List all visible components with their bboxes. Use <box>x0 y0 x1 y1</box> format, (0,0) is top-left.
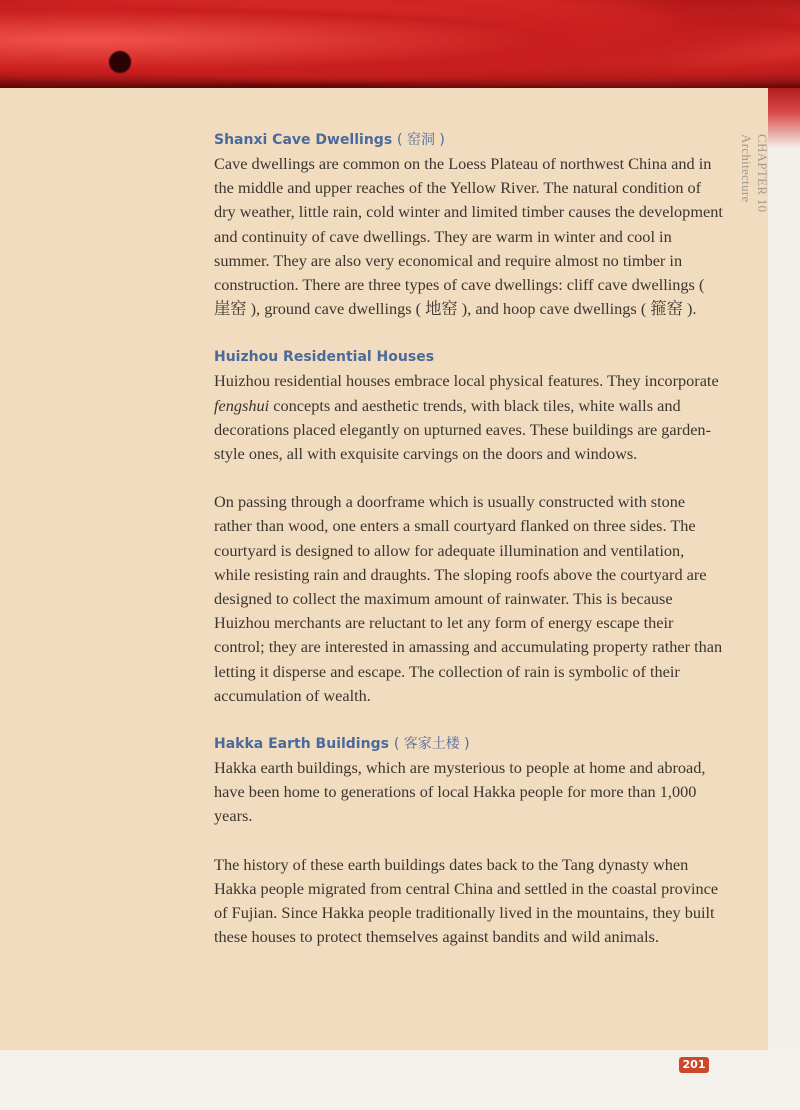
section-heading-hakka <box>214 732 724 756</box>
chapter-running-head <box>734 134 770 224</box>
chapter-title: Architecture <box>739 134 754 203</box>
paragraph-shanxi: Cave dwellings are common on the Loess Plateau of northwest China and in the middle and upper reaches of the Yellow River. The natural condition of dry weather, little rain, cold winter and limited timber causes the development and continuity of cave dwellings. They are warm in winter and cool in summer. They are also very economical and require almost no timber in construction. There are three types of cave dwellings: cliff cave dwellings ( 崖窑 ), ground cave dwellings ( 地窑 ), and hoop cave dwellings ( 箍窑 ). <box>214 154 723 319</box>
header-photo-red-lanterns <box>0 0 800 88</box>
page-number-badge: 201 <box>679 1057 709 1073</box>
side-photo-strip <box>768 88 800 148</box>
heading-chinese: ( 客家土楼 ) <box>393 736 470 753</box>
section-heading-shanxi <box>214 128 724 152</box>
paragraph-hakka-2: The history of these earth buildings dates back to the Tang dynasty when Hakka people migrated from central China and settled in the coastal province of Fujian. Since Hakka people traditionally lived in the mountains, they built these houses to protect themselves against bandits and wild animals. <box>214 854 719 947</box>
article-body <box>214 128 724 973</box>
section-heading-huizhou: Huizhou Residential Houses <box>214 349 435 366</box>
text-run: Huizhou residential houses embrace local physical features. They incorporate <box>214 371 719 391</box>
heading-text: Hakka Earth Buildings <box>214 736 389 753</box>
heading-chinese: ( 窑洞 ) <box>397 132 445 148</box>
paragraph-huizhou-1 <box>214 369 724 466</box>
emphasis-term: fengshui <box>214 395 270 415</box>
paragraph-hakka-1: Hakka earth buildings, which are mysterious to people at home and abroad, have been home to generations of local Hakka people for more than 1,000 years. <box>214 758 706 826</box>
text-run: concepts and aesthetic trends, with black tiles, white walls and decorations placed elegantly on upturned eaves. These buildings are garden-style ones, all with exquisite carvings on the doors and windows. <box>214 395 711 464</box>
paragraph-huizhou-2: On passing through a doorframe which is usually constructed with stone rather than wood, one enters a small courtyard flanked on three sides. The courtyard is designed to allow for adequate illumination and ventilation, while resisting rain and draughts. The sloping roofs above the courtyard are designed to collect the maximum amount of rainwater. This is because Huizhou merchants are reluctant to let any form of energy escape their control; they are interested in amassing and accumulating property rather than letting it disperse and escape. The collection of rain is symbolic of their accumulation of wealth. <box>214 492 723 705</box>
heading-text: Shanxi Cave Dwellings <box>214 132 393 148</box>
chapter-number: CHAPTER 10 <box>755 134 770 213</box>
